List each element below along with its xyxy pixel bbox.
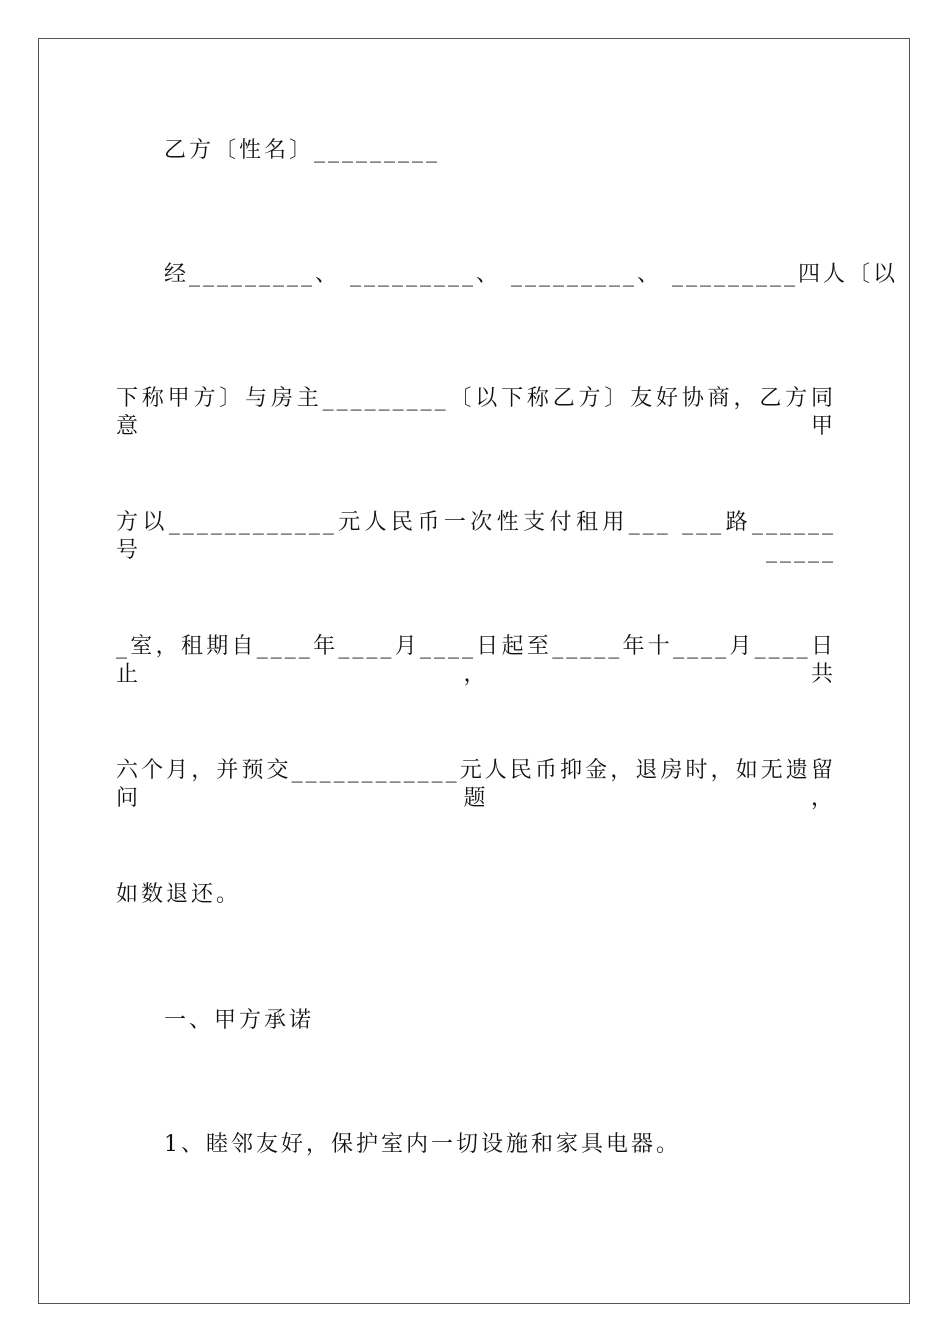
party-b-name-line: 乙方〔性名〕_________ xyxy=(164,138,441,163)
paragraph-line-6: 如数退还。 xyxy=(116,882,242,907)
paragraph-line-5: 六个月，并预交____________元人民币抑金，退房时，如无遗留问题， xyxy=(116,758,836,811)
paragraph-line-2: 下称甲方〕与房主_________〔以下称乙方〕友好协商，乙方同意甲 xyxy=(116,386,836,439)
section-heading: 一、甲方承诺 xyxy=(164,1008,315,1033)
list-item: 1、睦邻友好，保护室内一切设施和家具电器。 xyxy=(164,1132,681,1157)
paragraph-line-1: 经_________、 _________、 _________、 _________四人〔以 xyxy=(164,262,898,287)
paragraph-line-3: 方以____________元人民币一次性支付租用___ ___路______号_____ xyxy=(116,510,836,563)
paragraph-line-4: _室，租期自____年____月____日起至_____年十____月____日止，共 xyxy=(116,634,836,687)
